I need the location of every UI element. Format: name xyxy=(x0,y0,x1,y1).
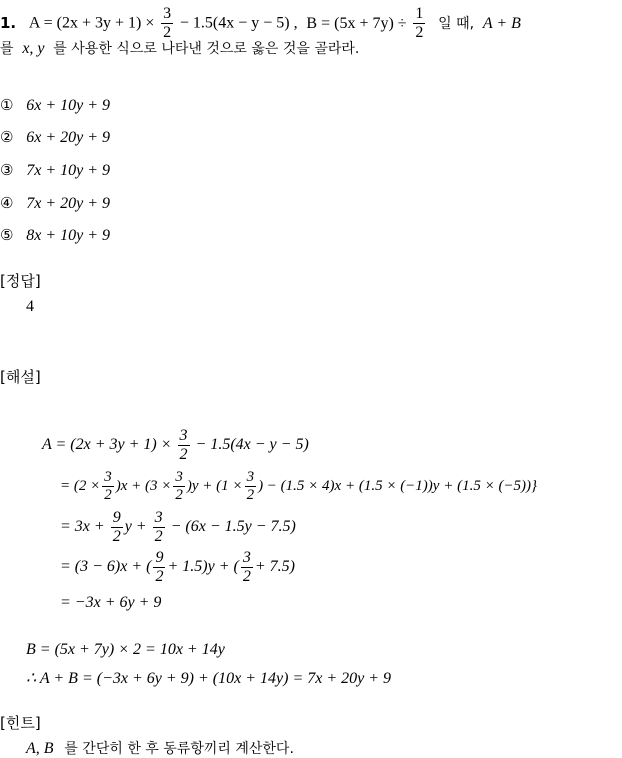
option-5[interactable] xyxy=(0,226,110,245)
hint-heading: [힌트] xyxy=(0,714,41,732)
option-expression: 7x + 10y + 9 xyxy=(26,162,111,179)
hint-line xyxy=(26,738,294,758)
problem-line-1 xyxy=(0,6,521,41)
fraction: $\frac{9}{2}$ xyxy=(112,509,121,545)
fraction: $\frac{9}{2}$ xyxy=(155,549,164,585)
fraction: $\frac{3}{2}$ xyxy=(179,427,188,463)
fraction: $\frac{3}{2}$ xyxy=(175,469,183,503)
answer-value: 4 xyxy=(26,298,34,315)
option-3[interactable] xyxy=(0,161,110,180)
solution-line-3: = 3x + $\frac{9}{2}$ y + $\frac{3}{2}$ − (6x − 1.5y − 7.5) xyxy=(60,509,296,545)
fraction-one-half: $\frac{1}{2}$ xyxy=(415,5,424,41)
solution-line-4: = (3 − 6)x + ( $\frac{9}{2}$ + 1.5)y + ( $\frac{3}{2}$ + 7.5) xyxy=(60,549,295,585)
equation-b-prefix: B = (5x + 7y) ÷ xyxy=(306,14,407,32)
option-marker: ① xyxy=(0,96,14,114)
solution-line-1: A = (2x + 3y + 1) × $\frac{3}{2}$ − 1.5(4x − y − 5) xyxy=(42,427,309,463)
option-expression: 7x + 20y + 9 xyxy=(26,195,111,212)
target-expression: A + B xyxy=(482,14,521,32)
problem-line-2 xyxy=(0,38,359,58)
answer-heading: [정답] xyxy=(0,272,41,290)
problem-number: 1. xyxy=(0,13,17,32)
option-expression: 6x + 10y + 9 xyxy=(26,97,111,114)
equation-a-suffix: − 1.5(4x − y − 5) , xyxy=(179,14,298,32)
option-marker: ④ xyxy=(0,194,14,212)
problem-variables: x, y xyxy=(22,40,45,57)
fraction-three-halves: $\frac{3}{2}$ xyxy=(163,5,172,41)
option-expression: 8x + 10y + 9 xyxy=(26,227,111,244)
hint-text: 를 간단히 한 후 동류항끼리 계산한다. xyxy=(64,741,294,757)
option-marker: ② xyxy=(0,128,14,146)
option-marker: ③ xyxy=(0,161,14,179)
hint-variables: A, B xyxy=(26,740,54,757)
option-marker: ⑤ xyxy=(0,226,14,244)
equation-a-prefix: A = (2x + 3y + 1) × xyxy=(28,14,155,32)
solution-line-5: = −3x + 6y + 9 xyxy=(60,594,162,611)
solution-line-6: B = (5x + 7y) × 2 = 10x + 14y xyxy=(26,641,225,658)
fraction: $\frac{3}{2}$ xyxy=(242,549,251,585)
solution-line-7: ∴ A + B = (−3x + 6y + 9) + (10x + 14y) = 7x + 20y + 9 xyxy=(26,670,392,687)
option-4[interactable] xyxy=(0,194,110,213)
option-2[interactable] xyxy=(0,128,110,147)
solution-line-2: = (2 × $\frac{3}{2}$ )x + (3 × $\frac{3}{2}$ )y + (1 × $\frac{3}{2}$ ) − (1.5 × 4)x + (1.5 × (−1))y + (1.5 × (−5))} xyxy=(60,469,538,503)
solution-heading: [해설] xyxy=(0,368,41,386)
fraction: $\frac{3}{2}$ xyxy=(154,509,163,545)
option-expression: 6x + 20y + 9 xyxy=(26,129,111,146)
problem-text-a: 를 xyxy=(0,41,14,57)
fraction: $\frac{3}{2}$ xyxy=(246,469,255,503)
option-1[interactable] xyxy=(0,96,110,115)
fraction: $\frac{3}{2}$ xyxy=(104,469,112,503)
condition-text: 일 때, xyxy=(438,15,475,32)
problem-text-b: 를 사용한 식으로 나타낸 것으로 옳은 것을 골라라. xyxy=(53,41,360,57)
